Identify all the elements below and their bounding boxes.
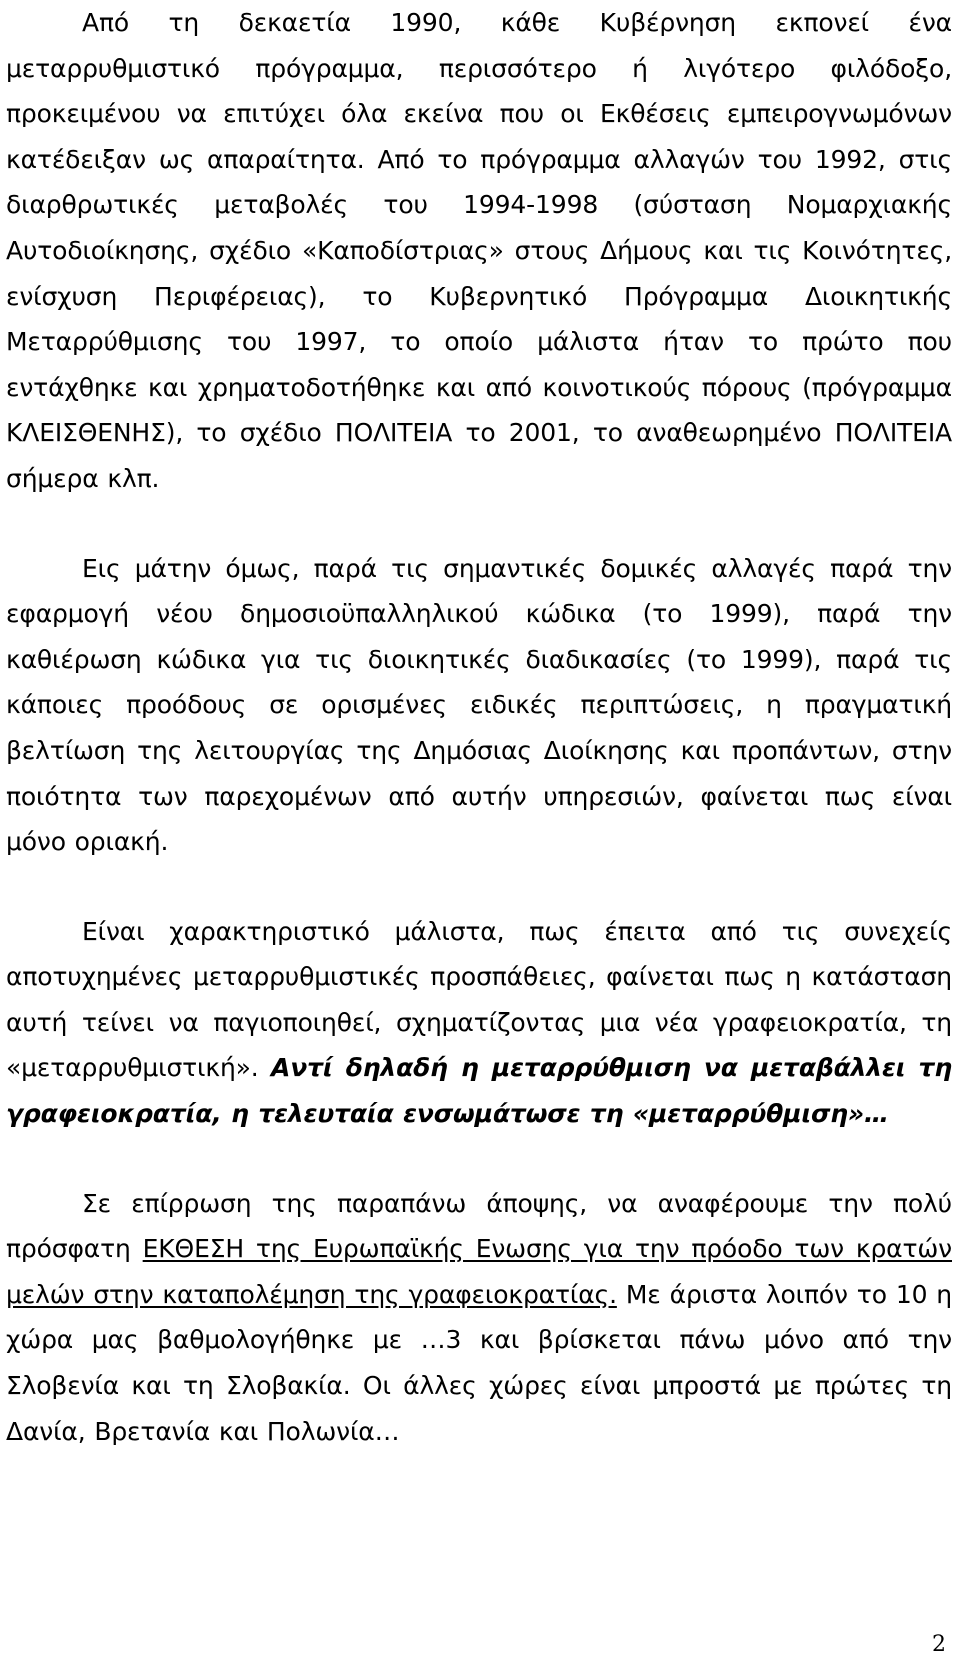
paragraph-3-text: Είναι χαρακτηριστικό μάλιστα, πως έπειτα από τις συνεχείς αποτυχημένες μεταρρυθμιστικές προσπάθειες, φαίνεται πως η κατάσταση αυτή τείνει να παγιοποιηθεί, σχηματίζοντας μια νέα γραφειοκρατία, τη «μεταρρυθμιστική».	[6, 916, 952, 1083]
page-number: 2	[932, 1632, 946, 1657]
paragraph-4-text-after: Με άριστα λοιπόν το 10 η χώρα μας βαθμολογήθηκε με …3 και βρίσκεται πάνω μόνο από την Σλοβενία και τη Σλοβακία. Οι άλλες χώρες είναι μπροστά με πρώτες τη Δανία, Βρετανία και Πολωνία…	[6, 1279, 953, 1446]
paragraph-reform-programs	[6, 0, 952, 502]
paragraph-4-text-before: Σε επίρρωση της παραπάνω άποψης, να αναφέρουμε την πολύ πρόσφατη	[6, 1188, 952, 1264]
paragraph-1-text: Από τη δεκαετία 1990, κάθε Κυβέρνηση εκπονεί ένα μεταρρυθμιστικό πρόγραμμα, περισσότερο ή λιγότερο φιλόδοξο, προκειμένου να επιτύχει όλα εκείνα που οι Εκθέσεις εμπειρογνωμόνων κατέδειξαν ως απαραίτητα. Από το πρόγραμμα αλλαγών του 1992, στις διαρθρωτικές μεταβολές του 1994-1998 (σύσταση Νομαρχιακής Αυτοδιοίκησης, σχέδιο «Καποδίστριας» στους Δήμους και τις Κοινότητες, ενίσχυση Περιφέρειας), το Κυβερνητικό Πρόγραμμα Διοικητικής Μεταρρύθμισης του 1997, το οποίο μάλιστα ήταν το πρώτο που εντάχθηκε και χρηματοδοτήθηκε και από κοινοτικούς πόρους (πρόγραμμα ΚΛΕΙΣΘΕΝΗΣ), το σχέδιο ΠΟΛΙΤΕΙΑ το 2001, το αναθεωρημένο ΠΟΛΙΤΕΙΑ σήμερα κλπ.	[6, 8, 952, 493]
paragraph-marginal-improvement	[6, 546, 952, 865]
paragraph-eu-report	[6, 1181, 952, 1455]
paragraph-3-emphasis: Αντί δηλαδή η μεταρρύθμιση να μεταβάλλει τη γραφειοκρατία, η τελευταία ενσωμάτωσε τη «μεταρρύθμιση»…	[6, 1053, 952, 1129]
paragraph-2-text: Εις μάτην όμως, παρά τις σημαντικές δομικές αλλαγές παρά την εφαρμογή νέου δημοσιοϋπαλληλικού κώδικα (το 1999), παρά την καθιέρωση κώδικα για τις διοικητικές διαδικασίες (το 1999), παρά τις κάποιες προόδους σε ορισμένες ειδικές περιπτώσεις, η πραγματική βελτίωση της λειτουργίας της Δημόσιας Διοίκησης και προπάντων, στην ποιότητα των παρεχομένων από αυτήν υπηρεσιών, φαίνεται πως είναι μόνο οριακή.	[6, 553, 952, 857]
eu-report-link[interactable]: ΕΚΘΕΣΗ της Ευρωπαϊκής Ενωσης για την πρόοδο των κρατών μελών στην καταπολέμηση της γραφειοκρατίας.	[6, 1234, 952, 1309]
document-page	[6, 0, 952, 1454]
paragraph-reform-bureaucracy	[6, 909, 952, 1137]
